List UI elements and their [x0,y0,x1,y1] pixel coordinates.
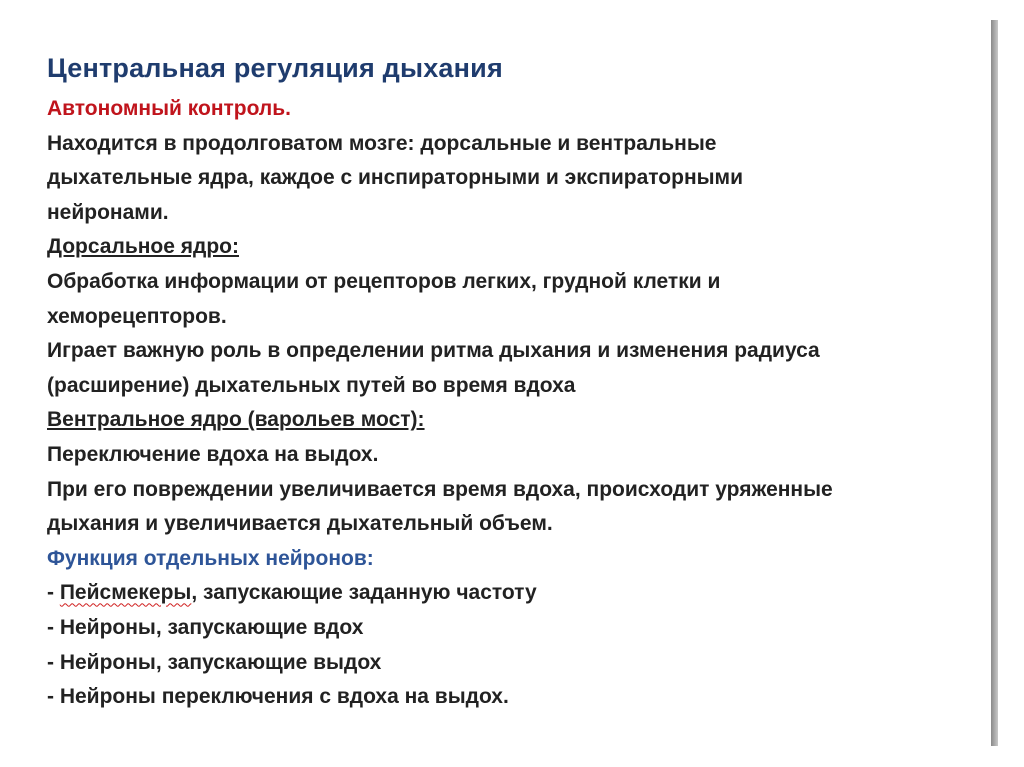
section-heading-autonomous: Автономный контроль. [47,97,292,120]
list-bullet: - [47,581,60,605]
list-item-text: , запускающие заданную частоту [191,581,537,605]
spellcheck-word: Пейсмекеры [59,581,192,605]
slide-content [47,50,977,715]
text-line: дыхательные ядра, каждое с инспираторными и экспираторными [47,166,744,190]
section-heading-ventral: Вентральное ядро (варольев мост): [47,408,425,432]
text-line: Переключение вдоха на выдох. [47,442,379,466]
slide-edge-shadow [991,20,998,746]
text-line: Находится в продолговатом мозге: дорсальные и вентральные [47,131,717,155]
list-item: - Нейроны, запускающие выдох [47,650,382,674]
section-heading-dorsal: Дорсальное ядро: [47,235,239,259]
text-line: (расширение) дыхательных путей во время вдоха [47,373,576,397]
text-line: Играет важную роль в определении ритма дыхания и изменения радиуса [47,339,820,363]
slide-title: Центральная регуляция дыхания [47,53,503,83]
list-item: - Нейроны, запускающие вдох [47,615,364,639]
text-line: хеморецепторов. [47,304,227,328]
list-item [47,576,977,611]
text-line: дыхания и увеличивается дыхательный объем. [47,512,553,536]
text-line: Обработка информации от рецепторов легких, грудной клетки и [47,269,721,293]
text-line: нейронами. [47,200,169,224]
list-item: - Нейроны переключения с вдоха на выдох. [47,685,509,709]
text-line: При его повреждении увеличивается время вдоха, происходит уряженные [47,477,833,501]
section-heading-neuron-function: Функция отдельных нейронов: [47,546,374,570]
